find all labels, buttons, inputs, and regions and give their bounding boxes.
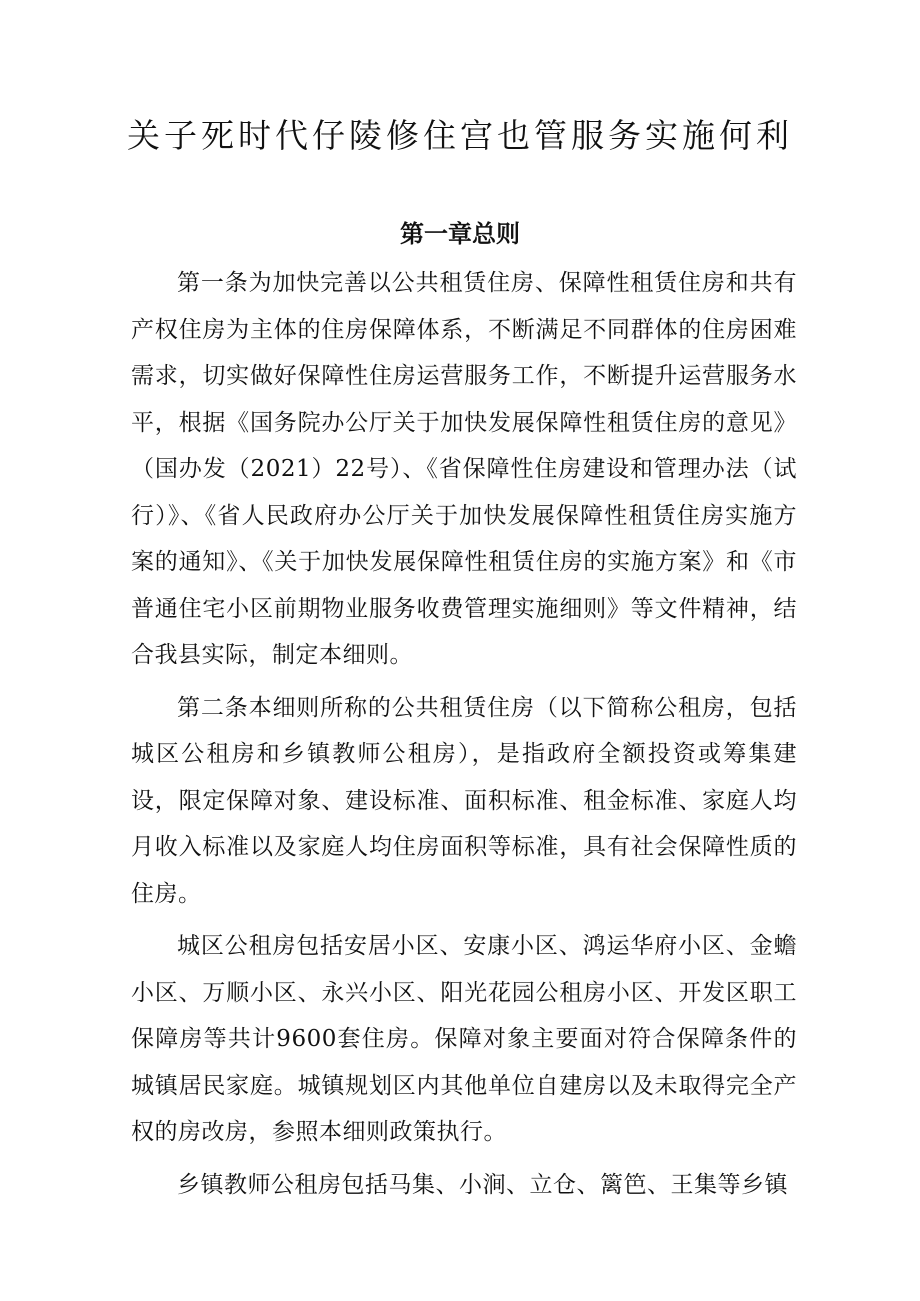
- paragraph-article-2: 第二条本细则所称的公共租赁住房（以下简称公租房，包括城区公租房和乡镇教师公租房），是指政府全额投资或筹集建设，限定保障对象、建设标准、面积标准、租金标准、家庭人均月收入标准以及家庭人均住房面积等标准，具有社会保障性质的住房。: [131, 694, 797, 907]
- document-title: 关子死时代仔陵修住宫也管服务实施何利: [127, 116, 793, 155]
- paragraph-teacher-housing: 乡镇教师公租房包括马集、小涧、立仓、篱笆、王集等乡镇: [177, 1171, 788, 1198]
- paragraph-urban-housing: 城区公租房包括安居小区、安康小区、鸿运华府小区、金蟾小区、万顺小区、永兴小区、阳光花园公租房小区、开发区职工保障房等共计9600套住房。保障对象主要面对符合保障条件的城镇居民家庭。城镇规划区内其他单位自建房以及未取得完全产权的房改房，参照本细则政策执行。: [131, 933, 797, 1145]
- chapter-heading: 第一章总则: [400, 220, 520, 248]
- paragraph-article-1: 第一条为加快完善以公共租赁住房、保障性租赁住房和共有产权住房为主体的住房保障体系，不断满足不同群体的住房困难需求，切实做好保障性住房运营服务工作，不断提升运营服务水平，根据《国务院办公厅关于加快发展保障性租赁住房的意见》（国办发（2021）22号）、《省保障性住房建设和管理办法（试行）》、《省人民政府办公厅关于加快发展保障性租赁住房实施方案的通知》、《关于加快发展保障性租赁住房的实施方案》和《市普通住宅小区前期物业服务收费管理实施细则》等文件精神，结合我县实际，制定本细则。: [131, 270, 797, 668]
- document-body: [131, 260, 797, 1208]
